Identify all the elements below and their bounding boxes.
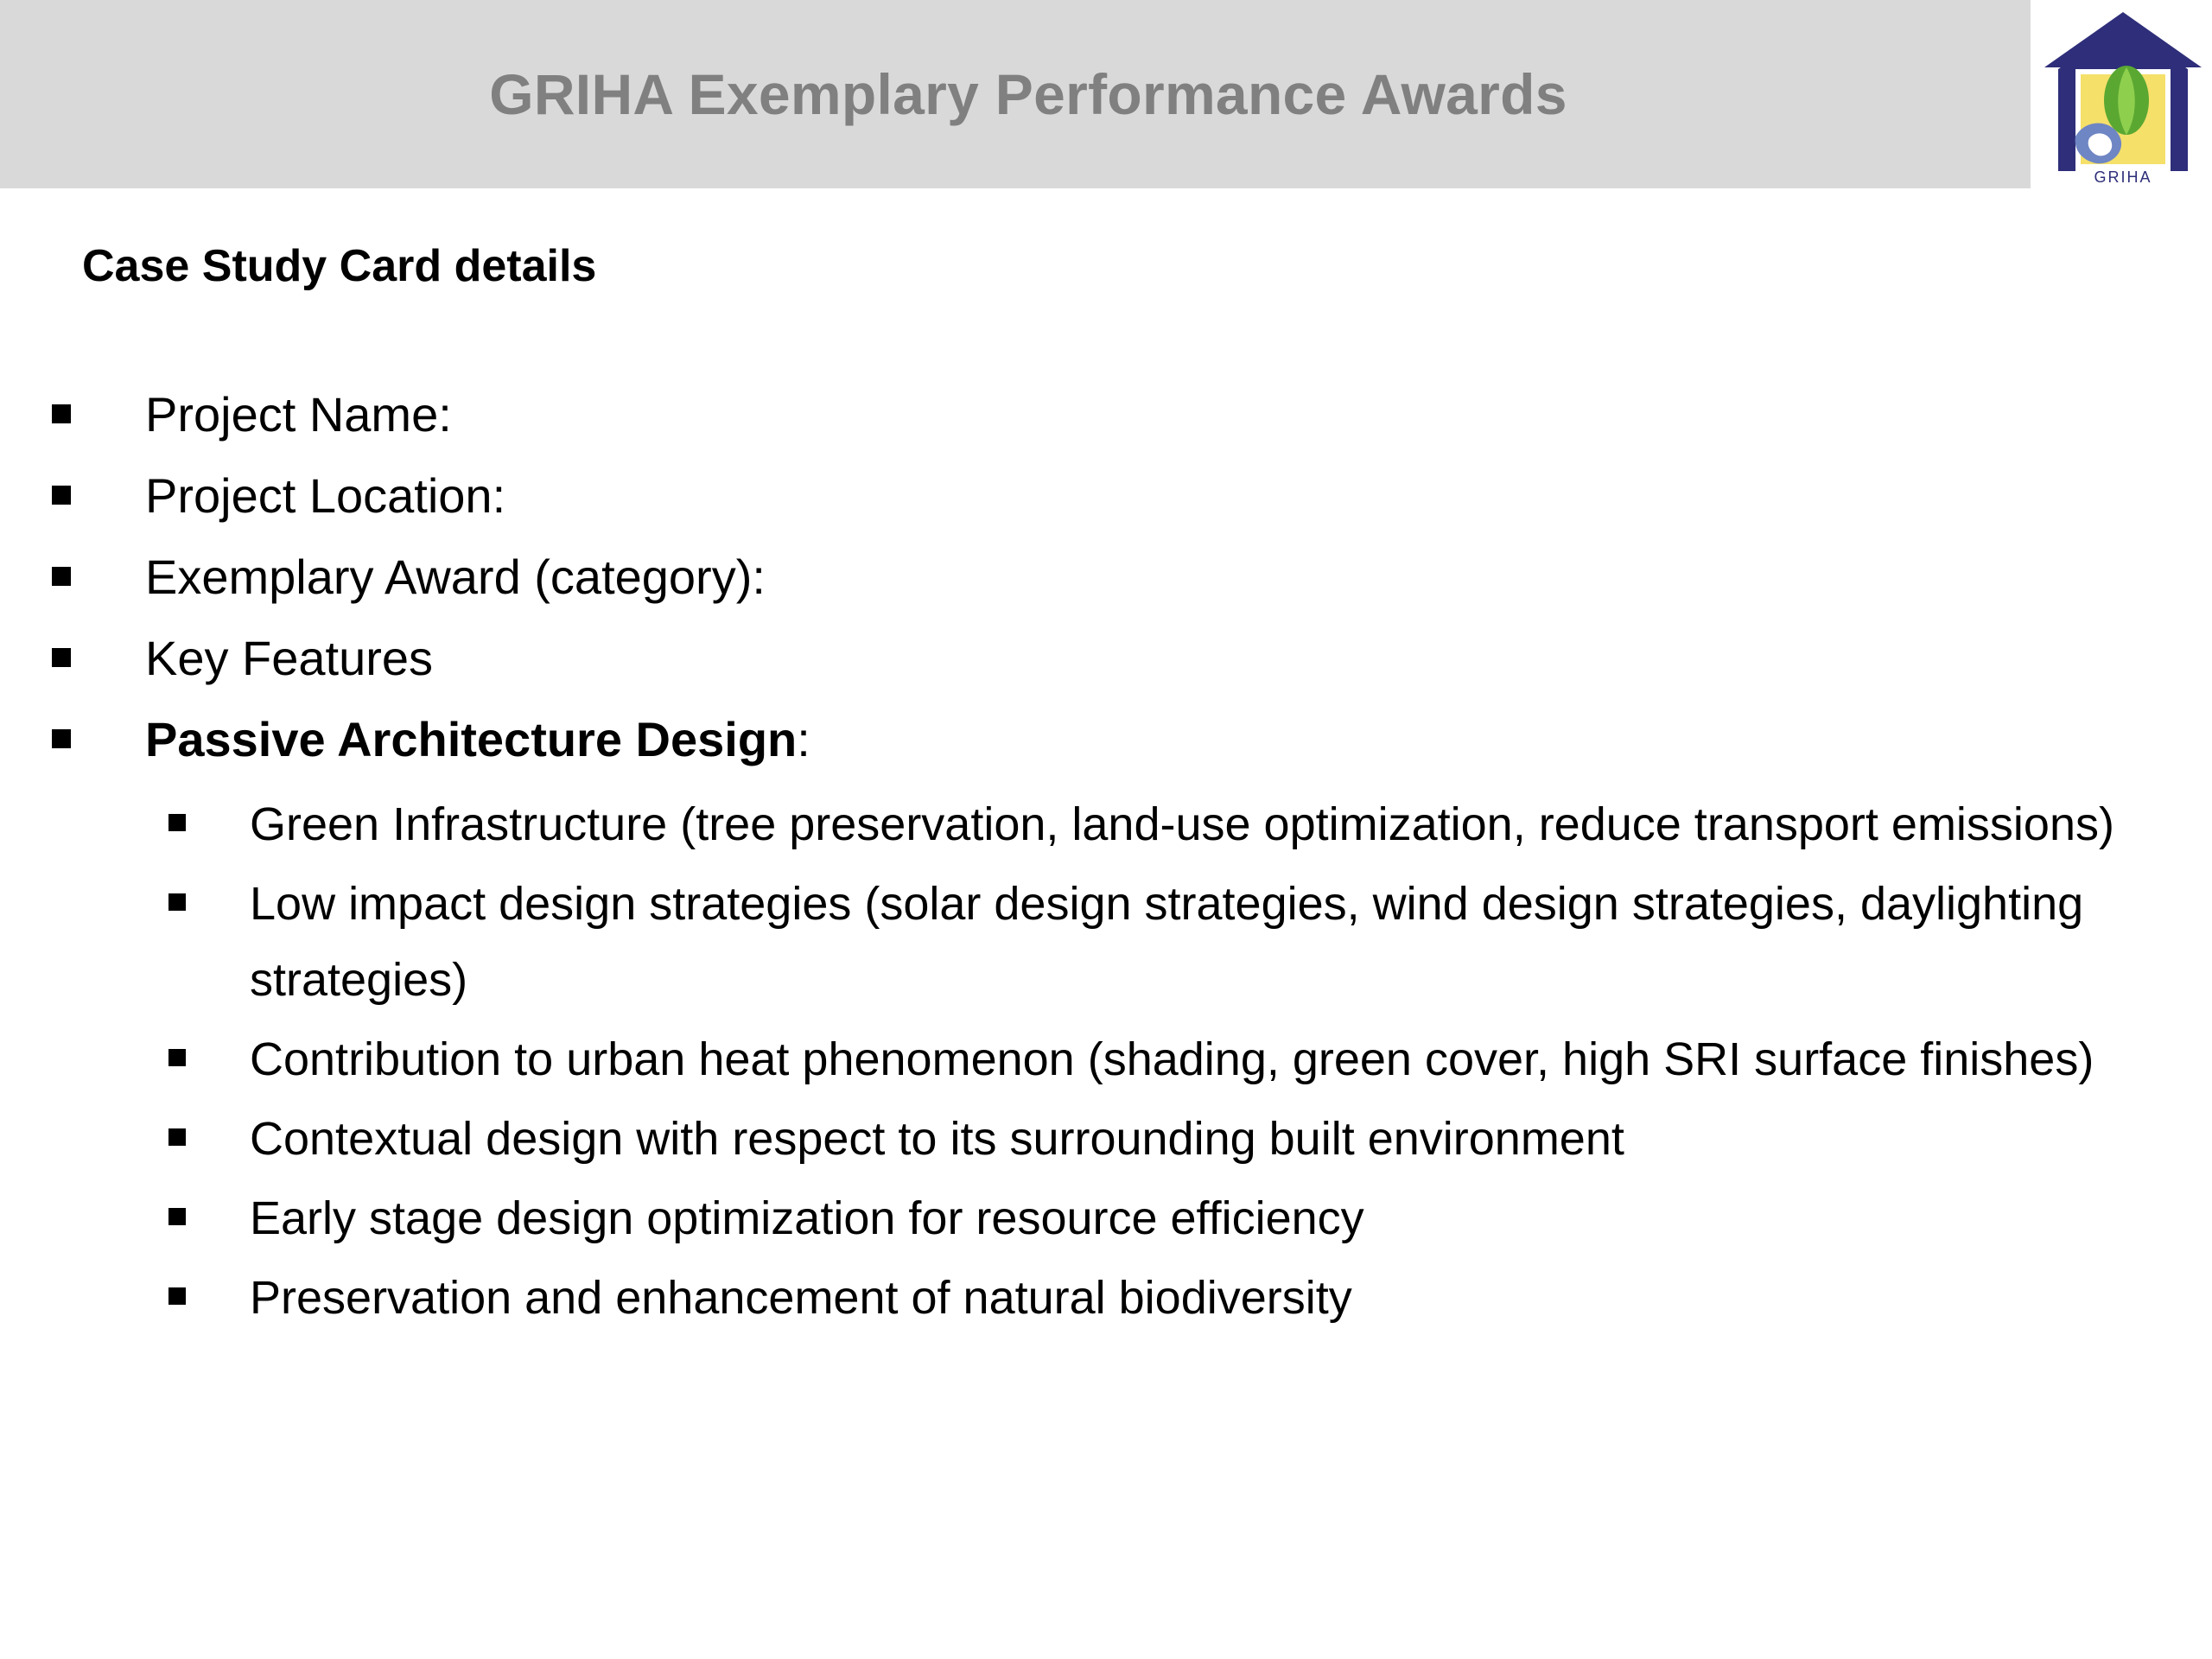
- list-item-label: Project Location:: [145, 468, 506, 523]
- square-bullet-icon: [168, 893, 186, 911]
- bullet-list: [52, 378, 2186, 1339]
- section-heading: Case Study Card details: [82, 241, 597, 291]
- list-item: [52, 541, 2186, 613]
- sub-list-item-label: Contextual design with respect to its surrounding built environment: [250, 1113, 1624, 1165]
- list-item: [168, 1180, 2186, 1256]
- list-item-label: Project Name:: [145, 387, 452, 442]
- list-item: [168, 786, 2186, 862]
- list-item-label: Key Features: [145, 631, 434, 685]
- list-item-label: Exemplary Award (category):: [145, 550, 766, 604]
- square-bullet-icon: [168, 1049, 186, 1066]
- list-item-label-suffix: :: [797, 712, 810, 766]
- square-bullet-icon: [168, 1128, 186, 1146]
- list-item: [52, 622, 2186, 695]
- list-item: [168, 1101, 2186, 1177]
- list-item: [168, 1021, 2186, 1097]
- square-bullet-icon: [168, 1287, 186, 1305]
- square-bullet-icon: [168, 814, 186, 831]
- sub-list-item-label: Preservation and enhancement of natural biodiversity: [250, 1272, 1352, 1324]
- list-item: [52, 378, 2186, 451]
- list-item: [52, 703, 2186, 776]
- list-item-label-bold: [145, 703, 810, 776]
- list-item: [168, 1260, 2186, 1336]
- slide-content: [0, 188, 2212, 1659]
- sub-list-item-label: Contribution to urban heat phenomenon (shading, green cover, high SRI surface finishes): [250, 1033, 2094, 1085]
- slide-header-bar: [0, 0, 2031, 188]
- griha-logo: [2041, 7, 2205, 188]
- sub-bullet-list: [168, 786, 2186, 1336]
- square-bullet-icon: [168, 1208, 186, 1225]
- square-bullet-icon: [52, 567, 71, 586]
- sub-list-item-label: Green Infrastructure (tree preservation, land-use optimization, reduce transport emissions): [250, 798, 2114, 850]
- list-item: [168, 866, 2186, 1018]
- griha-logo-icon: [2041, 7, 2205, 188]
- list-item-label-main: Passive Architecture Design: [145, 712, 798, 766]
- sub-list-item-label: Early stage design optimization for resource efficiency: [250, 1192, 1364, 1244]
- page-title: GRIHA Exemplary Performance Awards: [489, 62, 1567, 126]
- square-bullet-icon: [52, 404, 71, 423]
- square-bullet-icon: [52, 729, 71, 748]
- svg-text:GRIHA: GRIHA: [2094, 168, 2152, 186]
- sub-list-item-label: Low impact design strategies (solar design strategies, wind design strategies, daylighting strategies): [250, 878, 2084, 1006]
- list-item: [52, 460, 2186, 532]
- square-bullet-icon: [52, 648, 71, 667]
- square-bullet-icon: [52, 486, 71, 505]
